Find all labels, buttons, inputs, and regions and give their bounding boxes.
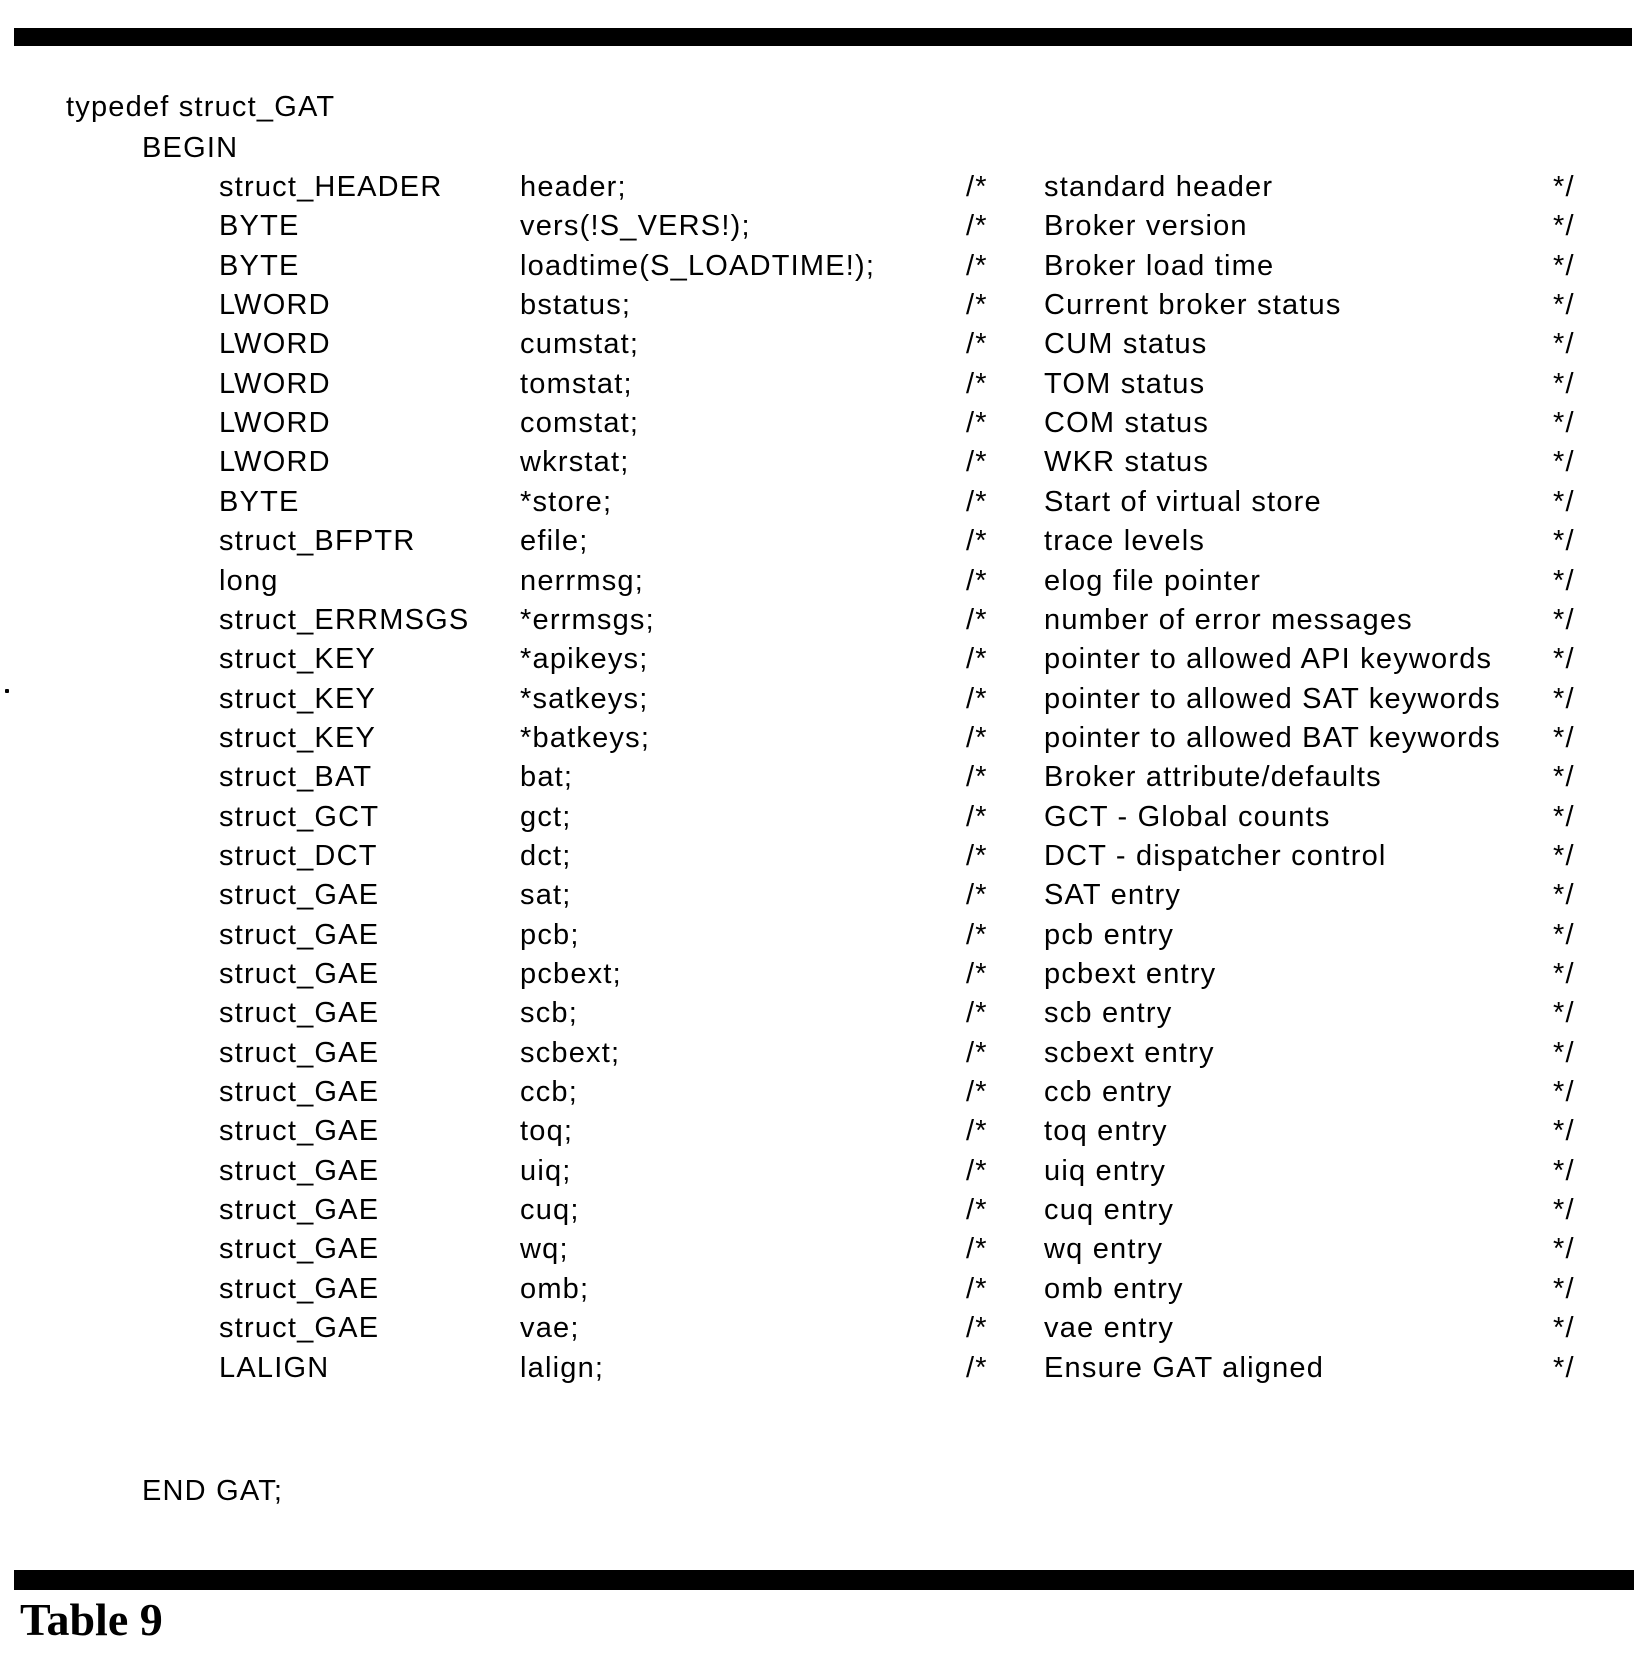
member-name: scbext; (520, 1037, 621, 1069)
struct-member-row (0, 1075, 1648, 1109)
member-comment: TOM status (1044, 368, 1206, 400)
member-comment: uiq entry (1044, 1155, 1167, 1187)
member-comment: toq entry (1044, 1115, 1168, 1147)
comment-open-token: /* (966, 328, 988, 360)
member-type: long (219, 565, 279, 597)
member-type: struct_GAE (219, 958, 380, 990)
begin-keyword: BEGIN (142, 132, 239, 164)
member-comment: Start of virtual store (1044, 486, 1322, 518)
member-name: *batkeys; (520, 722, 651, 754)
struct-member-row (0, 1311, 1648, 1345)
member-type: struct_GAE (219, 879, 380, 911)
member-type: struct_DCT (219, 840, 378, 872)
comment-open-token: /* (966, 604, 988, 636)
member-name: lalign; (520, 1352, 605, 1384)
member-name: tomstat; (520, 368, 633, 400)
struct-member-row (0, 957, 1648, 991)
member-name: wkrstat; (520, 446, 630, 478)
member-type: BYTE (219, 210, 300, 242)
comment-open-token: /* (966, 683, 988, 715)
member-type: struct_GAE (219, 919, 380, 951)
struct-member-row (0, 288, 1648, 322)
struct-member-row (0, 1272, 1648, 1306)
member-comment: CUM status (1044, 328, 1208, 360)
comment-open-token: /* (966, 1155, 988, 1187)
struct-member-row (0, 682, 1648, 716)
member-name: vae; (520, 1312, 580, 1344)
comment-close-token: */ (1553, 171, 1575, 203)
member-name: bat; (520, 761, 574, 793)
member-name: uiq; (520, 1155, 572, 1187)
struct-member-row (0, 249, 1648, 283)
comment-close-token: */ (1553, 1312, 1575, 1344)
member-name: ccb; (520, 1076, 578, 1108)
struct-member-row (0, 1351, 1648, 1385)
member-comment: pointer to allowed BAT keywords (1044, 722, 1501, 754)
comment-open-token: /* (966, 446, 988, 478)
member-type: struct_GAE (219, 997, 380, 1029)
comment-open-token: /* (966, 1115, 988, 1147)
comment-open-token: /* (966, 879, 988, 911)
struct-member-row (0, 996, 1648, 1030)
member-comment: vae entry (1044, 1312, 1175, 1344)
member-comment: Broker load time (1044, 250, 1275, 282)
comment-close-token: */ (1553, 1037, 1575, 1069)
member-comment: pcb entry (1044, 919, 1175, 951)
member-type: struct_GAE (219, 1312, 380, 1344)
member-type: struct_GAE (219, 1115, 380, 1147)
comment-close-token: */ (1553, 604, 1575, 636)
comment-open-token: /* (966, 250, 988, 282)
member-name: scb; (520, 997, 578, 1029)
struct-member-row (0, 760, 1648, 794)
member-type: struct_GAE (219, 1273, 380, 1305)
comment-close-token: */ (1553, 525, 1575, 557)
comment-close-token: */ (1553, 801, 1575, 833)
comment-open-token: /* (966, 840, 988, 872)
struct-member-row (0, 327, 1648, 361)
member-comment: GCT - Global counts (1044, 801, 1331, 833)
comment-close-token: */ (1553, 1155, 1575, 1187)
comment-close-token: */ (1553, 250, 1575, 282)
member-comment: ccb entry (1044, 1076, 1173, 1108)
struct-member-row (0, 800, 1648, 834)
member-type: struct_GAE (219, 1233, 380, 1265)
comment-close-token: */ (1553, 919, 1575, 951)
struct-member-row (0, 918, 1648, 952)
member-type: struct_HEADER (219, 171, 443, 203)
comment-close-token: */ (1553, 1076, 1575, 1108)
comment-open-token: /* (966, 1194, 988, 1226)
member-comment: Broker version (1044, 210, 1248, 242)
comment-open-token: /* (966, 1352, 988, 1384)
member-type: LWORD (219, 328, 331, 360)
member-comment: wq entry (1044, 1233, 1164, 1265)
member-name: gct; (520, 801, 572, 833)
comment-close-token: */ (1553, 1194, 1575, 1226)
member-type: struct_GAE (219, 1037, 380, 1069)
member-type: BYTE (219, 250, 300, 282)
member-type: LALIGN (219, 1352, 330, 1384)
top-horizontal-rule (14, 28, 1632, 46)
member-name: wq; (520, 1233, 569, 1265)
comment-close-token: */ (1553, 1233, 1575, 1265)
member-comment: pointer to allowed SAT keywords (1044, 683, 1501, 715)
bottom-horizontal-rule (14, 1570, 1634, 1590)
member-name: comstat; (520, 407, 640, 439)
member-comment: trace levels (1044, 525, 1206, 557)
typedef-declaration: typedef struct_GAT (66, 91, 336, 123)
comment-close-token: */ (1553, 879, 1575, 911)
comment-close-token: */ (1553, 565, 1575, 597)
comment-open-token: /* (966, 565, 988, 597)
struct-member-row (0, 721, 1648, 755)
comment-close-token: */ (1553, 289, 1575, 321)
struct-member-row (0, 170, 1648, 204)
end-statement: END GAT; (142, 1475, 284, 1507)
member-comment: DCT - dispatcher control (1044, 840, 1387, 872)
comment-open-token: /* (966, 368, 988, 400)
comment-open-token: /* (966, 761, 988, 793)
struct-member-row (0, 406, 1648, 440)
struct-member-row (0, 839, 1648, 873)
comment-close-token: */ (1553, 997, 1575, 1029)
comment-open-token: /* (966, 486, 988, 518)
member-comment: pointer to allowed API keywords (1044, 643, 1493, 675)
member-comment: Current broker status (1044, 289, 1342, 321)
member-name: cuq; (520, 1194, 580, 1226)
comment-close-token: */ (1553, 407, 1575, 439)
comment-close-token: */ (1553, 1115, 1575, 1147)
comment-close-token: */ (1553, 486, 1575, 518)
member-type: struct_ERRMSGS (219, 604, 470, 636)
comment-open-token: /* (966, 1273, 988, 1305)
comment-open-token: /* (966, 801, 988, 833)
struct-member-row (0, 445, 1648, 479)
struct-member-row (0, 524, 1648, 558)
member-comment: scbext entry (1044, 1037, 1215, 1069)
table-caption: Table 9 (20, 1594, 163, 1645)
member-type: LWORD (219, 289, 331, 321)
member-name: *satkeys; (520, 683, 649, 715)
member-type: struct_GAE (219, 1076, 380, 1108)
member-type: LWORD (219, 446, 331, 478)
comment-open-token: /* (966, 919, 988, 951)
comment-open-token: /* (966, 210, 988, 242)
member-comment: SAT entry (1044, 879, 1182, 911)
member-name: header; (520, 171, 627, 203)
member-name: *apikeys; (520, 643, 649, 675)
member-comment: Ensure GAT aligned (1044, 1352, 1325, 1384)
member-comment: number of error messages (1044, 604, 1413, 636)
struct-member-row (0, 1114, 1648, 1148)
comment-open-token: /* (966, 289, 988, 321)
struct-member-row (0, 564, 1648, 598)
comment-close-token: */ (1553, 368, 1575, 400)
member-name: omb; (520, 1273, 590, 1305)
comment-open-token: /* (966, 1233, 988, 1265)
member-comment: Broker attribute/defaults (1044, 761, 1382, 793)
member-comment: COM status (1044, 407, 1210, 439)
member-type: struct_KEY (219, 722, 377, 754)
member-name: loadtime(S_LOADTIME!); (520, 250, 876, 282)
comment-close-token: */ (1553, 210, 1575, 242)
member-name: pcb; (520, 919, 580, 951)
member-comment: WKR status (1044, 446, 1210, 478)
member-comment: scb entry (1044, 997, 1173, 1029)
member-type: struct_GAE (219, 1155, 380, 1187)
member-comment: pcbext entry (1044, 958, 1217, 990)
struct-member-row (0, 878, 1648, 912)
comment-open-token: /* (966, 722, 988, 754)
comment-open-token: /* (966, 643, 988, 675)
comment-open-token: /* (966, 525, 988, 557)
member-type: struct_KEY (219, 683, 377, 715)
struct-member-row (0, 642, 1648, 676)
comment-close-token: */ (1553, 761, 1575, 793)
struct-member-row (0, 603, 1648, 637)
comment-close-token: */ (1553, 958, 1575, 990)
comment-close-token: */ (1553, 643, 1575, 675)
struct-member-row (0, 485, 1648, 519)
comment-open-token: /* (966, 958, 988, 990)
comment-close-token: */ (1553, 328, 1575, 360)
member-comment: standard header (1044, 171, 1274, 203)
member-type: struct_GAE (219, 1194, 380, 1226)
struct-member-row (0, 367, 1648, 401)
member-name: *store; (520, 486, 613, 518)
comment-open-token: /* (966, 1076, 988, 1108)
comment-close-token: */ (1553, 722, 1575, 754)
member-type: struct_KEY (219, 643, 377, 675)
comment-open-token: /* (966, 1312, 988, 1344)
struct-member-row (0, 209, 1648, 243)
member-comment: cuq entry (1044, 1194, 1175, 1226)
comment-close-token: */ (1553, 1352, 1575, 1384)
comment-close-token: */ (1553, 1273, 1575, 1305)
member-name: *errmsgs; (520, 604, 655, 636)
comment-close-token: */ (1553, 446, 1575, 478)
comment-open-token: /* (966, 171, 988, 203)
comment-open-token: /* (966, 407, 988, 439)
member-name: toq; (520, 1115, 574, 1147)
member-name: efile; (520, 525, 589, 557)
comment-open-token: /* (966, 1037, 988, 1069)
member-type: struct_BAT (219, 761, 373, 793)
comment-close-token: */ (1553, 840, 1575, 872)
member-comment: omb entry (1044, 1273, 1184, 1305)
member-type: struct_GCT (219, 801, 380, 833)
member-name: pcbext; (520, 958, 622, 990)
member-name: vers(!S_VERS!); (520, 210, 751, 242)
member-name: sat; (520, 879, 572, 911)
comment-close-token: */ (1553, 683, 1575, 715)
member-name: dct; (520, 840, 572, 872)
struct-member-row (0, 1036, 1648, 1070)
comment-open-token: /* (966, 997, 988, 1029)
member-name: nerrmsg; (520, 565, 645, 597)
member-name: cumstat; (520, 328, 640, 360)
struct-member-row (0, 1232, 1648, 1266)
struct-member-row (0, 1154, 1648, 1188)
member-comment: elog file pointer (1044, 565, 1262, 597)
member-type: LWORD (219, 407, 331, 439)
member-type: LWORD (219, 368, 331, 400)
member-type: BYTE (219, 486, 300, 518)
struct-member-row (0, 1193, 1648, 1227)
member-type: struct_BFPTR (219, 525, 416, 557)
member-name: bstatus; (520, 289, 632, 321)
